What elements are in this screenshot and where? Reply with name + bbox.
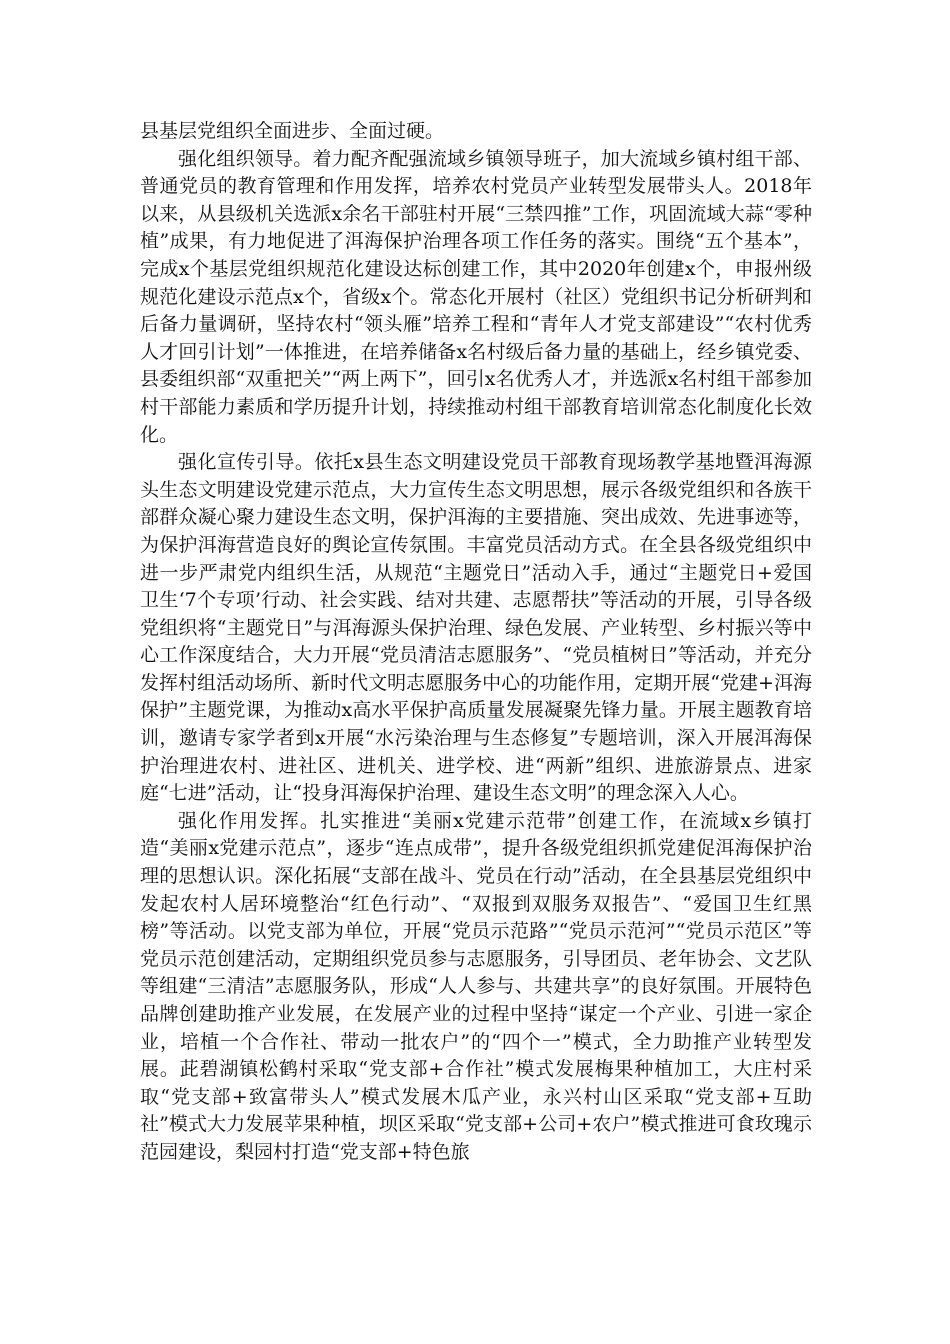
document-body <box>140 118 812 1167</box>
paragraph-organization-leadership: 强化组织领导。着力配齐配强流域乡镇领导班子，加大流域乡镇村组干部、普通党员的教育管理和作用发挥，培养农村党员产业转型发展带头人。2018年以来，从县级机关选派x余名干部驻村开展“三禁四推”工作，巩固流域大蒜“零种植”成果，有力地促进了洱海保护治理各项工作任务的落实。围绕“五个基本”，完成x个基层党组织规范化建设达标创建工作，其中2020年创建x个，申报州级规范化建设示范点x个，省级x个。常态化开展村（社区）党组织书记分析研判和后备力量调研，坚持农村“领头雁”培养工程和“青年人才党支部建设”“农村优秀人才回引计划”一体推进，在培养储备x名村级后备力量的基础上，经乡镇党委、县委组织部“双重把关”“两上两下”，回引x名优秀人才，并选派x名村组干部参加村干部能力素质和学历提升计划，持续推动村组干部教育培训常态化制度化长效化。 <box>140 147 812 446</box>
paragraph-continuation: 县基层党组织全面进步、全面过硬。 <box>140 120 445 142</box>
paragraph-publicity-guidance: 强化宣传引导。依托x县生态文明建设党员干部教育现场教学基地暨洱海源头生态文明建设党建示范点，大力宣传生态文明思想，展示各级党组织和各族干部群众凝心聚力建设生态文明，保护洱海的主要措施、突出成效、先进事迹等，为保护洱海营造良好的舆论宣传氛围。丰富党员活动方式。在全县各级党组织中进一步严肃党内组织生活，从规范“主题党日”活动入手，通过“主题党日+爱国卫生‘7个专项’行动、社会实践、结对共建、志愿帮扶”等活动的开展，引导各级党组织将“主题党日”与洱海源头保护治理、绿色发展、产业转型、乡村振兴等中心工作深度结合，大力开展“党员清洁志愿服务”、“党员植树日”等活动，并充分发挥村组活动场所、新时代文明志愿服务中心的功能作用，定期开展“党建+洱海保护”主题党课，为推动x高水平保护高质量发展凝聚先锋力量。开展主题教育培训，邀请专家学者到x开展“水污染治理与生态修复”专题培训，深入开展洱海保护治理进农村、进社区、进机关、进学校、进“两新”组织、进旅游景点、进家庭“七进”活动，让“投身洱海保护治理、建设生态文明”的理念深入人心。 <box>140 451 812 805</box>
paragraph-role-play: 强化作用发挥。扎实推进“美丽x党建示范带”创建工作，在流域x乡镇打造“美丽x党建示范点”，逐步“连点成带”，提升各级党组织抓党建促洱海保护治理的思想认识。深化拓展“支部在战斗、党员在行动”活动，在全县基层党组织中发起农村人居环境整治“红色行动”、“双报到双服务双报告”、“爱国卫生红黑榜”等活动。以党支部为单位，开展“党员示范路”“党员示范河”“党员示范区”等党员示范创建活动，定期组织党员参与志愿服务，引导团员、老年协会、文艺队等组建“三清洁”志愿服务队，形成“人人参与、共建共享”的良好氛围。开展特色品牌创建助推产业发展，在发展产业的过程中坚持“谋定一个产业、引进一家企业，培植一个合作社、带动一批农户”的“四个一”模式，全力助推产业转型发展。茈碧湖镇松鹤村采取“党支部+合作社”模式发展梅果种植加工，大庄村采取“党支部+致富带头人”模式发展木瓜产业，永兴村山区采取“党支部+互助社”模式大力发展苹果种植，坝区采取“党支部+公司+农户”模式推进可食玫瑰示范园建设，梨园村打造“党支部+特色旅 <box>140 809 812 1163</box>
